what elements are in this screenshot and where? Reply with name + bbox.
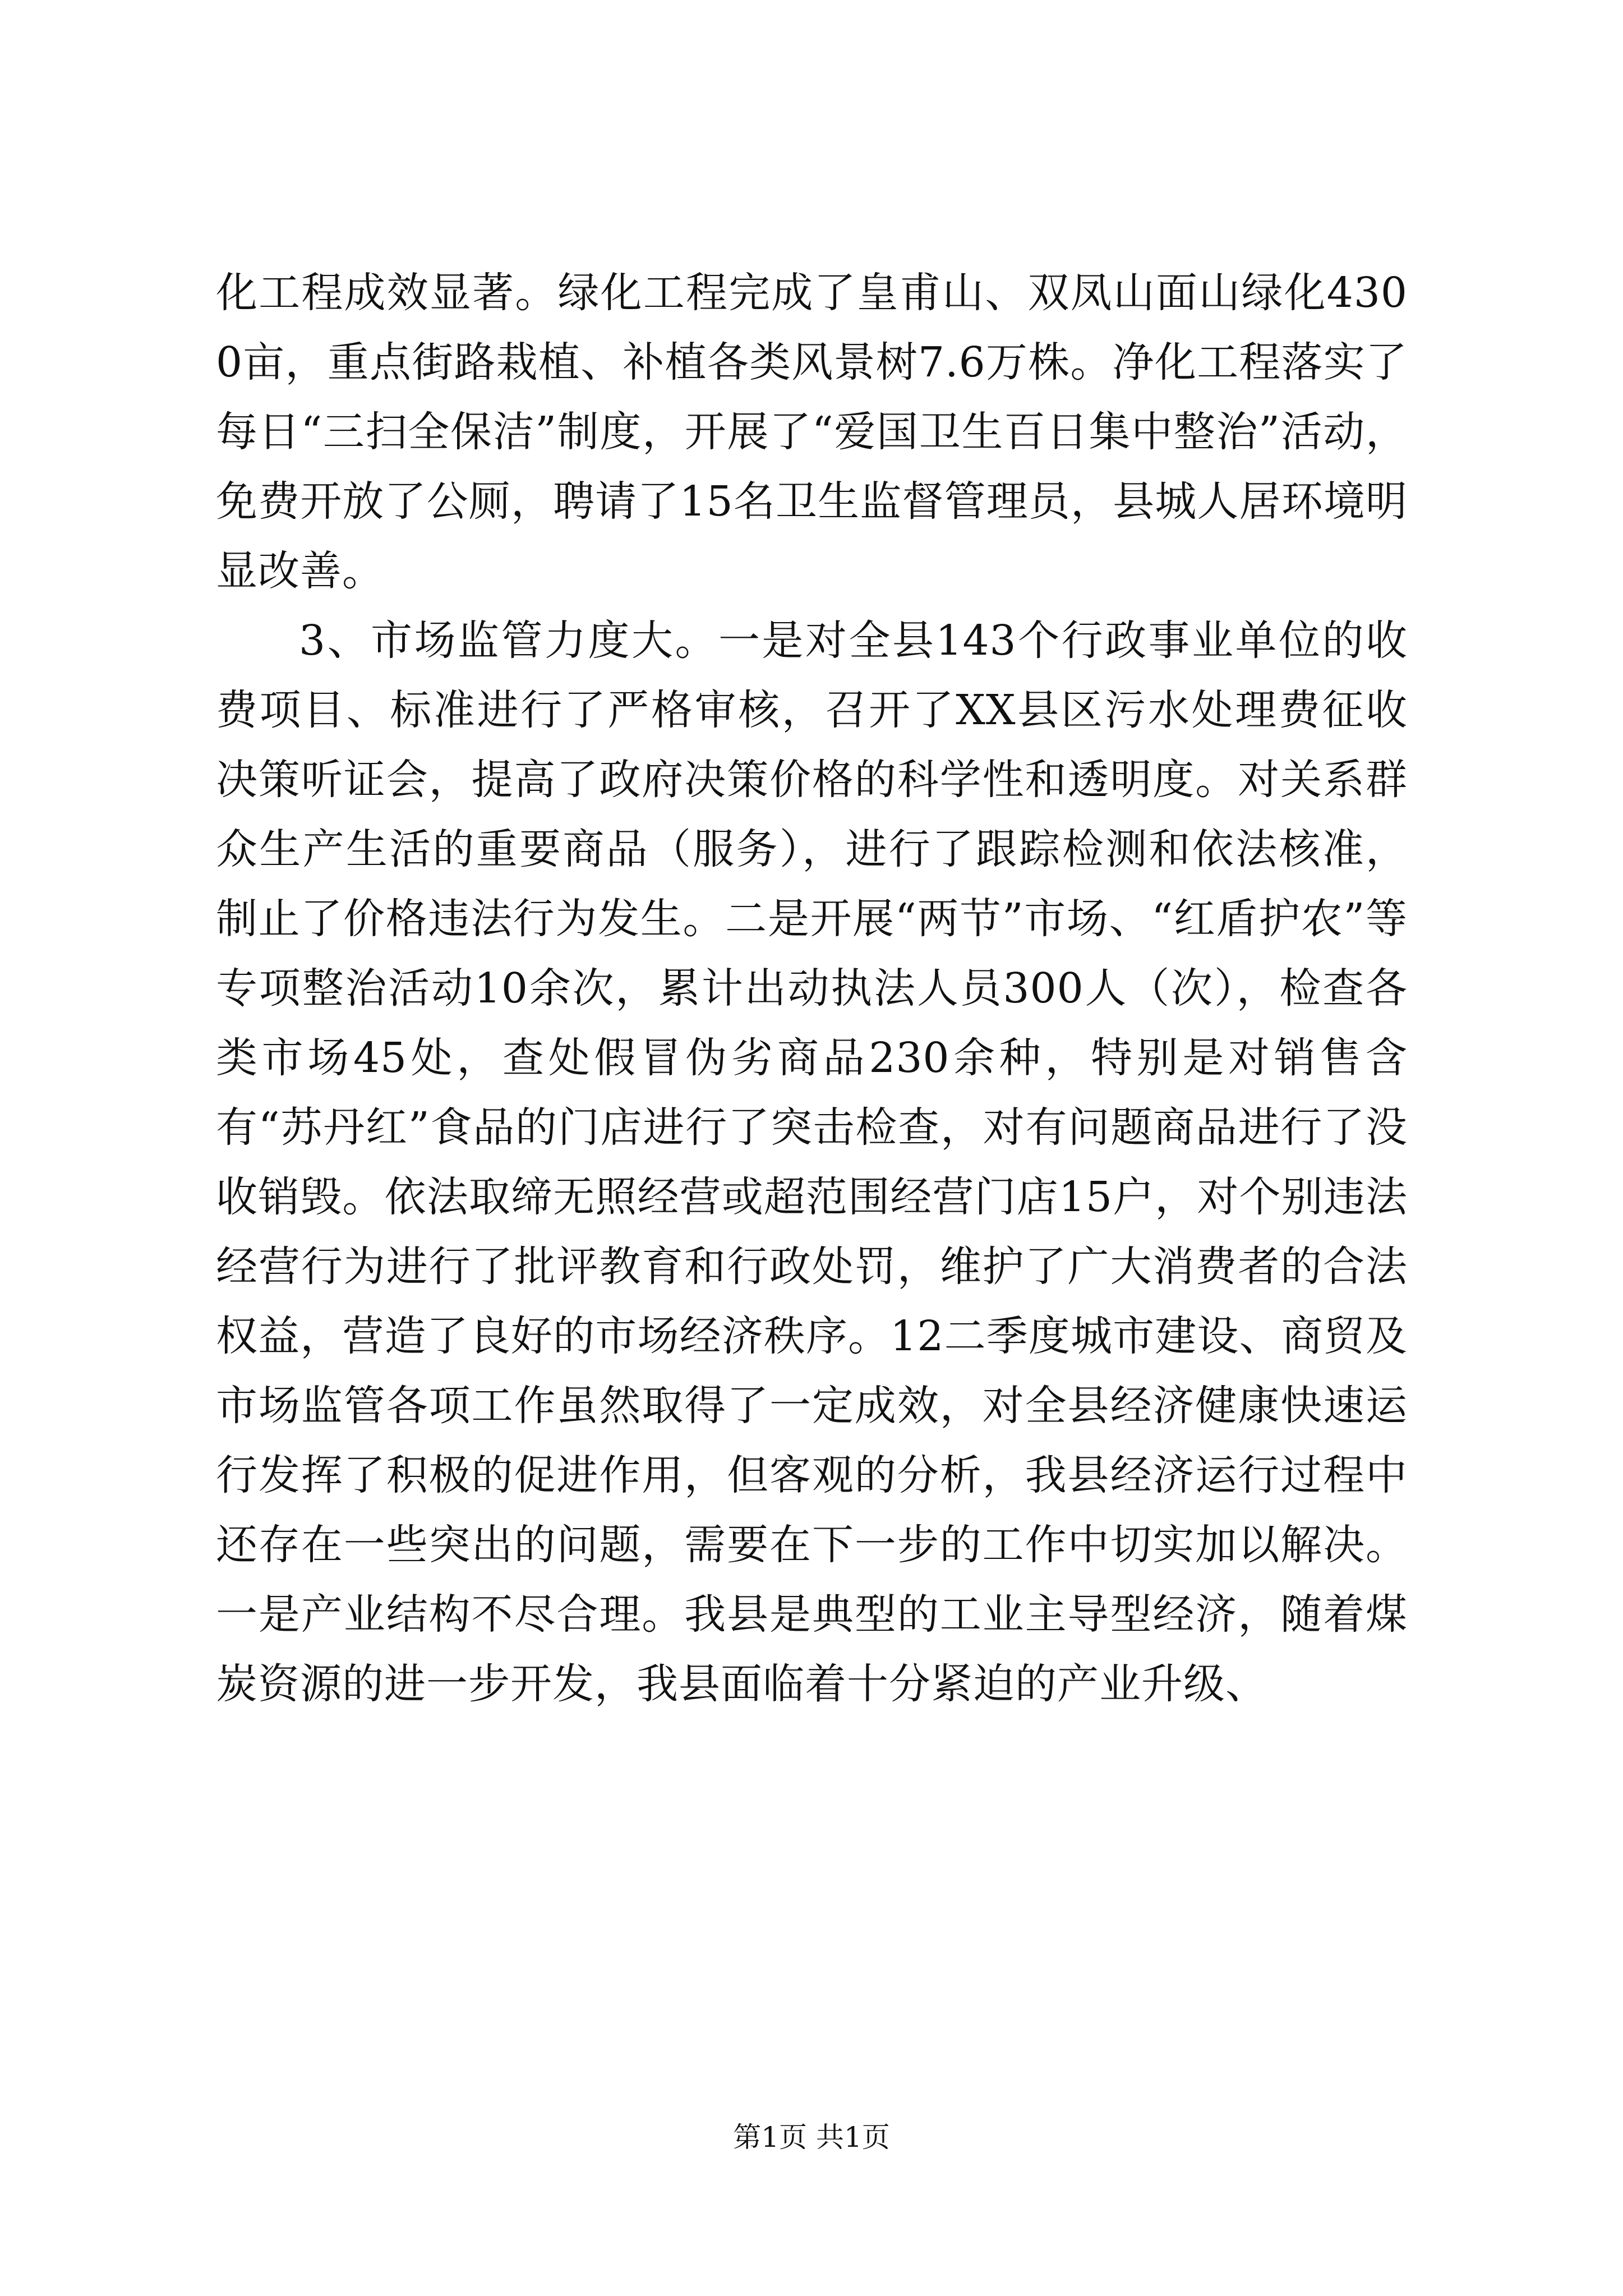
paragraph-2: 3、市场监管力度大。一是对全县143个行政事业单位的收费项目、标准进行了严格审核，召开了XX县区污水处理费征收决策听证会，提高了政府决策价格的科学性和透明度。对关系群众生产生活的重要商品（服务），进行了跟踪检测和依法核准，制止了价格违法行为发生。二是开展“两节”市场、“红盾护农”等专项整治活动10余次，累计出动执法人员300人（次），检查各类市场45处，查处假冒伪劣商品230余种，特别是对销售含有“苏丹红”食品的门店进行了突击检查，对有问题商品进行了没收销毁。依法取缔无照经营或超范围经营门店15户，对个别违法经营行为进行了批评教育和行政处罚，维护了广大消费者的合法权益，营造了良好的市场经济秩序。12二季度城市建设、商贸及市场监管各项工作虽然取得了一定成效，对全县经济健康快速运行发挥了积极的促进作用，但客观的分析，我县经济运行过程中还存在一些突出的问题，需要在下一步的工作中切实加以解决。一是产业结构不尽合理。我县是典型的工业主导型经济，随着煤炭资源的进一步开发，我县面临着十分紧迫的产业升级、 xyxy=(216,616,1408,1708)
paragraph-1: 化工程成效显著。绿化工程完成了皇甫山、双凤山面山绿化4300亩，重点街路栽植、补植各类风景树7.6万株。净化工程落实了每日“三扫全保洁”制度，开展了“爱国卫生百日集中整治”活动，免费开放了公厕，聘请了15名卫生监督管理员，县城人居环境明显改善。 xyxy=(216,269,1408,595)
document-body xyxy=(216,258,1408,1719)
page-footer: 第1页 共1页 xyxy=(733,2121,890,2154)
